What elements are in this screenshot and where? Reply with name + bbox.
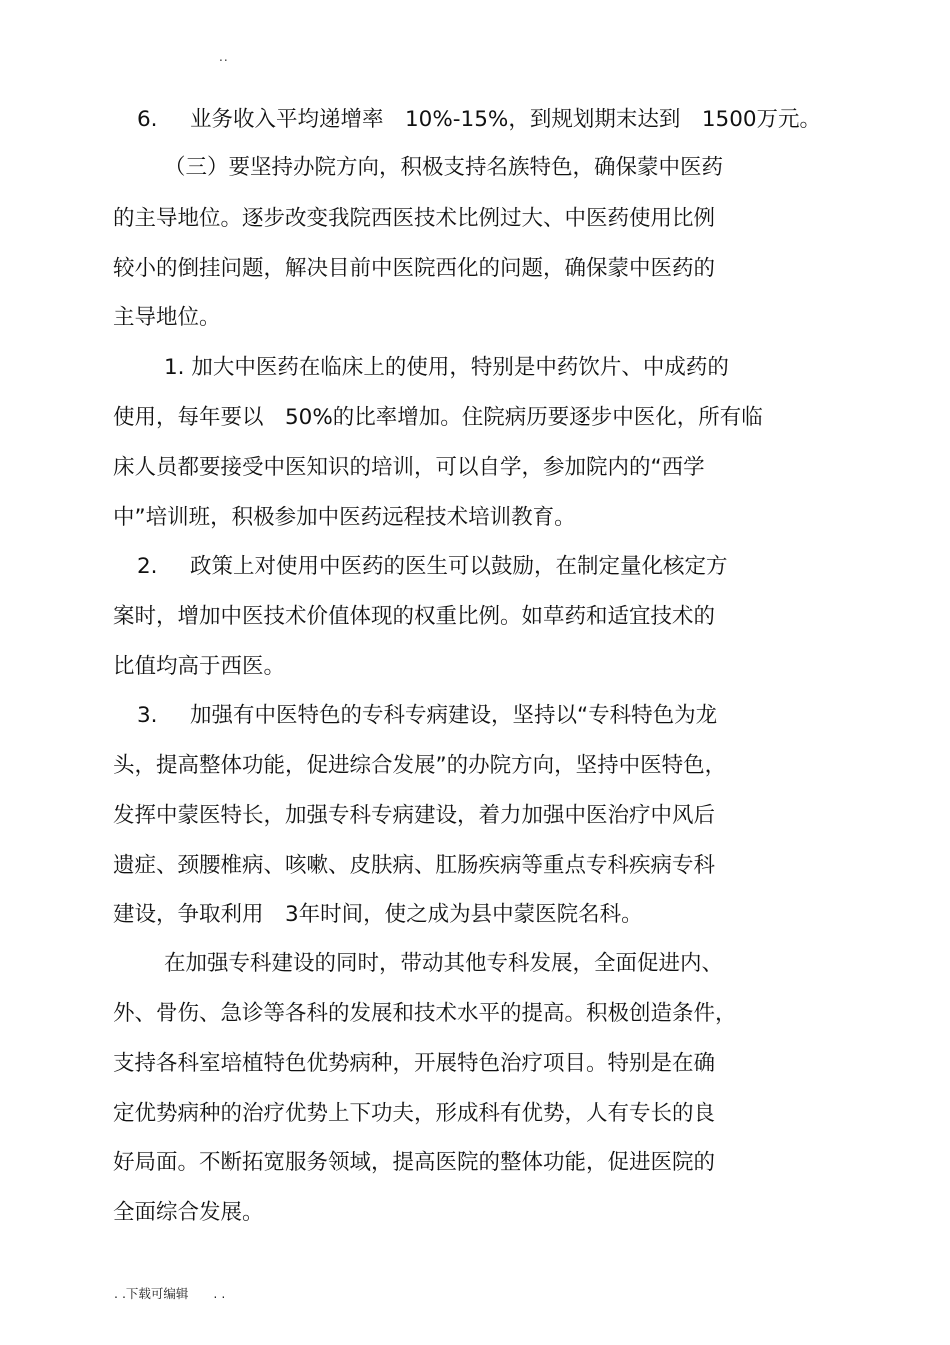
- text-line: 外、骨伤、急诊等各科的发展和技术水平的提高。积极创造条件，: [113, 1001, 737, 1026]
- text-line: 使用，每年要以 50%的比率增加。住院病历要逐步中医化，所有临: [113, 405, 763, 430]
- text-line: [137, 702, 717, 730]
- line-text: 加强有中医特色的专科专病建设，坚持以“专科特色为龙: [190, 703, 718, 728]
- footer-text: . .下载可编辑 . .: [114, 1286, 226, 1301]
- text-line: （三）要坚持办院方向，积极支持名族特色，确保蒙中医药: [164, 155, 724, 180]
- item-number: 3.: [137, 703, 158, 728]
- header-mark: ..: [219, 50, 229, 64]
- text-line: 床人员都要接受中医知识的培训，可以自学，参加院内的“西学: [113, 455, 705, 480]
- text-line: 较小的倒挂问题，解决目前中医院西化的问题，确保蒙中医药的: [113, 256, 716, 281]
- text-line: 好局面。不断拓宽服务领域，提高医院的整体功能，促进医院的: [113, 1150, 716, 1175]
- text-line: 全面综合发展。: [113, 1200, 264, 1225]
- line-text: 政策上对使用中医药的医生可以鼓励，在制定量化核定方: [190, 554, 728, 579]
- item-number: 2.: [137, 554, 158, 579]
- text-line: 案时，增加中医技术价值体现的权重比例。如草药和适宜技术的: [113, 604, 716, 629]
- text-line: 支持各科室培植特色优势病种，开展特色治疗项目。特别是在确: [113, 1051, 716, 1076]
- text-line: 发挥中蒙医特长，加强专科专病建设，着力加强中医治疗中风后: [113, 803, 716, 828]
- text-line: 遗症、颈腰椎病、咳嗽、皮肤病、肛肠疾病等重点专科疾病专科: [113, 853, 716, 878]
- text-line: 的主导地位。逐步改变我院西医技术比例过大、中医药使用比例: [113, 206, 716, 231]
- text-line: 建设，争取利用 3年时间，使之成为县中蒙医院名科。: [113, 902, 643, 927]
- text-line: 定优势病种的治疗优势上下功夫，形成科有优势，人有专长的良: [113, 1101, 716, 1126]
- text-line: 比值均高于西医。: [113, 654, 286, 679]
- text-line: [137, 106, 821, 134]
- text-line: [137, 553, 728, 581]
- item-number: 6.: [137, 107, 158, 132]
- text-line: 中”培训班，积极参加中医药远程技术培训教育。: [113, 505, 576, 530]
- text-line: 在加强专科建设的同时，带动其他专科发展，全面促进内、: [164, 951, 724, 976]
- text-line: 头，提高整体功能，促进综合发展”的办院方向，坚持中医特色，: [113, 753, 727, 778]
- line-text: 业务收入平均递增率 10%-15%，到规划期末达到 1500万元。: [190, 107, 822, 132]
- text-line: 主导地位。: [113, 305, 221, 330]
- text-line: 1. 加大中医药在临床上的使用，特别是中药饮片、中成药的: [164, 355, 729, 380]
